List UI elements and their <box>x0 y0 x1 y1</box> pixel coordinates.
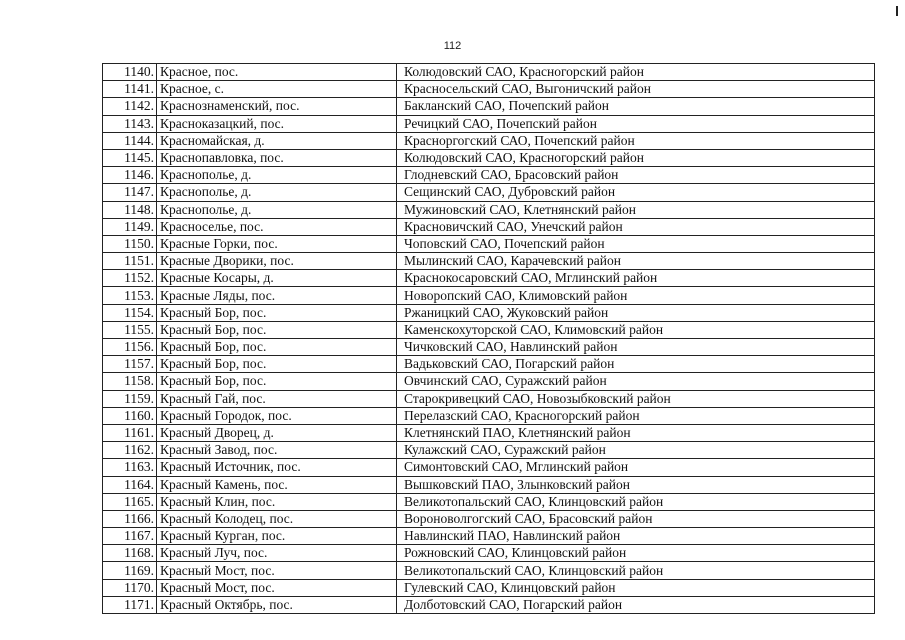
table-row <box>103 339 875 356</box>
settlement-name-cell: Краснополье, д. <box>157 184 397 201</box>
administrative-area-cell: Гулевский САО, Клинцовский район <box>397 579 875 596</box>
settlement-name-cell: Красноказацкий, пос. <box>157 115 397 132</box>
administrative-area-cell: Кулажский САО, Суражский район <box>397 442 875 459</box>
row-number-cell: 1161. <box>103 424 157 441</box>
row-number-cell: 1142. <box>103 98 157 115</box>
settlement-name-cell: Краснопавловка, пос. <box>157 149 397 166</box>
row-number-cell: 1145. <box>103 149 157 166</box>
row-number-cell: 1149. <box>103 218 157 235</box>
row-number-cell: 1163. <box>103 459 157 476</box>
table-row <box>103 287 875 304</box>
row-number-cell: 1159. <box>103 390 157 407</box>
table-row <box>103 373 875 390</box>
row-number-cell: 1152. <box>103 270 157 287</box>
administrative-area-cell: Глодневский САО, Брасовский район <box>397 167 875 184</box>
administrative-area-cell: Великотопальский САО, Клинцовский район <box>397 562 875 579</box>
settlement-name-cell: Красные Ляды, пос. <box>157 287 397 304</box>
settlement-name-cell: Красный Курган, пос. <box>157 528 397 545</box>
row-number-cell: 1158. <box>103 373 157 390</box>
table-row <box>103 98 875 115</box>
page-edge-mark <box>896 6 898 16</box>
administrative-area-cell: Долботовский САО, Погарский район <box>397 596 875 613</box>
row-number-cell: 1155. <box>103 321 157 338</box>
table-row <box>103 579 875 596</box>
row-number-cell: 1171. <box>103 596 157 613</box>
settlement-name-cell: Красное, пос. <box>157 64 397 81</box>
settlement-name-cell: Красный Луч, пос. <box>157 545 397 562</box>
administrative-area-cell: Рожновский САО, Клинцовский район <box>397 545 875 562</box>
settlement-name-cell: Красный Бор, пос. <box>157 304 397 321</box>
row-number-cell: 1156. <box>103 339 157 356</box>
row-number-cell: 1143. <box>103 115 157 132</box>
settlement-name-cell: Красное, с. <box>157 81 397 98</box>
settlement-name-cell: Красный Бор, пос. <box>157 356 397 373</box>
administrative-area-cell: Красноргогский САО, Почепский район <box>397 132 875 149</box>
table-row <box>103 64 875 81</box>
administrative-area-cell: Вадьковский САО, Погарский район <box>397 356 875 373</box>
table-row <box>103 510 875 527</box>
settlement-name-cell: Краснополье, д. <box>157 201 397 218</box>
table-row <box>103 493 875 510</box>
table-row <box>103 304 875 321</box>
row-number-cell: 1164. <box>103 476 157 493</box>
administrative-area-cell: Новоропский САО, Климовский район <box>397 287 875 304</box>
table-row <box>103 149 875 166</box>
administrative-area-cell: Овчинский САО, Суражский район <box>397 373 875 390</box>
administrative-area-cell: Речицкий САО, Почепский район <box>397 115 875 132</box>
administrative-area-cell: Ржаницкий САО, Жуковский район <box>397 304 875 321</box>
table-row <box>103 132 875 149</box>
administrative-area-cell: Колюдовский САО, Красногорский район <box>397 64 875 81</box>
page-number: 112 <box>443 40 462 52</box>
table-row <box>103 545 875 562</box>
table-row <box>103 167 875 184</box>
administrative-area-cell: Краснокосаровский САО, Мглинский район <box>397 270 875 287</box>
table-row <box>103 596 875 613</box>
administrative-area-cell: Мылинский САО, Карачевский район <box>397 253 875 270</box>
row-number-cell: 1157. <box>103 356 157 373</box>
table-row <box>103 253 875 270</box>
table-row <box>103 390 875 407</box>
administrative-area-cell: Колюдовский САО, Красногорский район <box>397 149 875 166</box>
table-row <box>103 442 875 459</box>
administrative-area-cell: Навлинский ПАО, Навлинский район <box>397 528 875 545</box>
table-row <box>103 115 875 132</box>
row-number-cell: 1160. <box>103 407 157 424</box>
row-number-cell: 1141. <box>103 81 157 98</box>
row-number-cell: 1166. <box>103 510 157 527</box>
table-row <box>103 270 875 287</box>
administrative-area-cell: Чичковский САО, Навлинский район <box>397 339 875 356</box>
table-row <box>103 562 875 579</box>
administrative-area-cell: Вышковский ПАО, Злынковский район <box>397 476 875 493</box>
administrative-area-cell: Вороноволгогский САО, Брасовский район <box>397 510 875 527</box>
settlement-name-cell: Красный Бор, пос. <box>157 339 397 356</box>
row-number-cell: 1148. <box>103 201 157 218</box>
settlement-name-cell: Красный Мост, пос. <box>157 579 397 596</box>
table-row <box>103 184 875 201</box>
row-number-cell: 1144. <box>103 132 157 149</box>
row-number-cell: 1165. <box>103 493 157 510</box>
administrative-area-cell: Старокривецкий САО, Новозыбковский район <box>397 390 875 407</box>
settlement-name-cell: Красный Октябрь, пос. <box>157 596 397 613</box>
administrative-area-cell: Симонтовский САО, Мглинский район <box>397 459 875 476</box>
settlement-name-cell: Краснополье, д. <box>157 167 397 184</box>
row-number-cell: 1140. <box>103 64 157 81</box>
settlement-name-cell: Красные Косары, д. <box>157 270 397 287</box>
settlement-name-cell: Красный Бор, пос. <box>157 321 397 338</box>
row-number-cell: 1169. <box>103 562 157 579</box>
table-row <box>103 218 875 235</box>
row-number-cell: 1167. <box>103 528 157 545</box>
administrative-area-cell: Клетнянский ПАО, Клетнянский район <box>397 424 875 441</box>
settlement-name-cell: Красные Дворики, пос. <box>157 253 397 270</box>
administrative-area-cell: Перелазский САО, Красногорский район <box>397 407 875 424</box>
administrative-area-cell: Красновичский САО, Унечский район <box>397 218 875 235</box>
settlement-name-cell: Краснознаменский, пос. <box>157 98 397 115</box>
row-number-cell: 1147. <box>103 184 157 201</box>
table-row <box>103 459 875 476</box>
row-number-cell: 1168. <box>103 545 157 562</box>
table-row <box>103 528 875 545</box>
table-row <box>103 356 875 373</box>
settlements-table <box>102 63 875 614</box>
table-row <box>103 476 875 493</box>
settlement-name-cell: Красноселье, пос. <box>157 218 397 235</box>
administrative-area-cell: Сещинский САО, Дубровский район <box>397 184 875 201</box>
settlements-table-body <box>103 64 875 614</box>
row-number-cell: 1170. <box>103 579 157 596</box>
settlements-table-container <box>102 63 875 614</box>
settlement-name-cell: Красный Завод, пос. <box>157 442 397 459</box>
settlement-name-cell: Красномайская, д. <box>157 132 397 149</box>
administrative-area-cell: Чоповский САО, Почепский район <box>397 235 875 252</box>
settlement-name-cell: Красный Камень, пос. <box>157 476 397 493</box>
row-number-cell: 1154. <box>103 304 157 321</box>
settlement-name-cell: Красный Дворец, д. <box>157 424 397 441</box>
administrative-area-cell: Великотопальский САО, Клинцовский район <box>397 493 875 510</box>
administrative-area-cell: Красносельский САО, Выгоничский район <box>397 81 875 98</box>
row-number-cell: 1162. <box>103 442 157 459</box>
settlement-name-cell: Красный Источник, пос. <box>157 459 397 476</box>
table-row <box>103 81 875 98</box>
row-number-cell: 1151. <box>103 253 157 270</box>
table-row <box>103 424 875 441</box>
table-row <box>103 407 875 424</box>
table-row <box>103 201 875 218</box>
settlement-name-cell: Красный Гай, пос. <box>157 390 397 407</box>
administrative-area-cell: Бакланский САО, Почепский район <box>397 98 875 115</box>
row-number-cell: 1153. <box>103 287 157 304</box>
settlement-name-cell: Красный Мост, пос. <box>157 562 397 579</box>
administrative-area-cell: Каменскохуторской САО, Климовский район <box>397 321 875 338</box>
table-row <box>103 235 875 252</box>
settlement-name-cell: Красный Колодец, пос. <box>157 510 397 527</box>
row-number-cell: 1146. <box>103 167 157 184</box>
row-number-cell: 1150. <box>103 235 157 252</box>
settlement-name-cell: Красный Бор, пос. <box>157 373 397 390</box>
table-row <box>103 321 875 338</box>
settlement-name-cell: Красный Городок, пос. <box>157 407 397 424</box>
settlement-name-cell: Красные Горки, пос. <box>157 235 397 252</box>
settlement-name-cell: Красный Клин, пос. <box>157 493 397 510</box>
administrative-area-cell: Мужиновский САО, Клетнянский район <box>397 201 875 218</box>
